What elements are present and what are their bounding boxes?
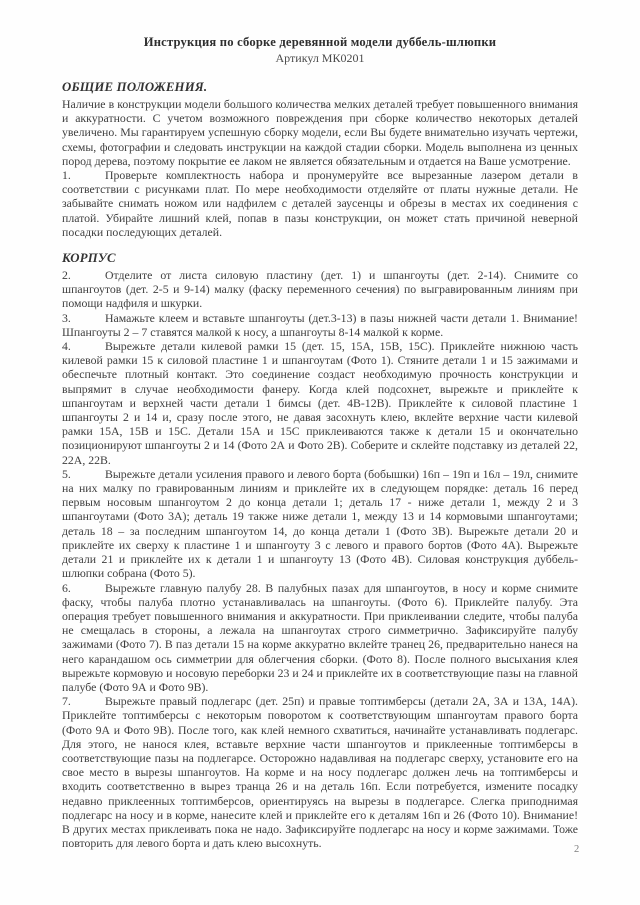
item-text: Вырежьте детали усиления правого и левого борта (бобышки) 16п – 19п и 16л – 19л, снимите на них малку по гравированным линиям и приклейте их в следующем порядке: деталь 16 перед первым носовым шпангоутом 2 до конца детали 1; деталь 17 - ниже детали 1, между 2 и 3 шпангоутами (Фото 3А); деталь 19 также ниже детали 1, между 13 и 14 кормовыми шпангоутами; деталь 18 – за последним шпангоутом 14, до конца детали 1 (Фото 3В). Вырежьте детали 20 и приклейте их сверху к пластине 1 и шпангоуту 3 с левого и правого бортов (Фото 4А). Вырежьте детали 21 и приклейте их к детали 1 и шпангоуту 13 (Фото 4В). Силовая конструкция дуббель-шлюпки собрана (Фото 5).	[62, 466, 578, 581]
instruction-item-6	[62, 581, 578, 695]
section-heading-general-provisions: ОБЩИЕ ПОЛОЖЕНИЯ.	[62, 80, 208, 94]
instruction-item-7	[62, 694, 578, 850]
item-number: 1.	[62, 168, 71, 183]
item-text: Вырежьте главную палубу 28. В палубных пазах для шпангоутов, в носу и корме снимите фаску, чтобы палуба плотно устанавливалась на шпангоуты. (Фото 6). Приклейте палубу. Эта операция требует повышенного внимания и аккуратности. При приклеивании следите, чтобы палуба не смещалась в стороны, а лежала на шпангоутах строго симметрично. Зафиксируйте палубу зажимами (Фото 7). В паз детали 15 на корме аккуратно вклейте транец 26, предварительно нанеся на него карандашом ось симметрии для облегчения сборки. (Фото 8). После полного высыхания клея вырежьте кормовую и носовую переборки 23 и 24 и приклейте их в соответствующие пазы на главной палубе (Фото 9А и Фото 9В).	[62, 580, 578, 694]
item-number: 6.	[62, 580, 71, 595]
item-number: 5.	[62, 466, 71, 481]
doc-title: Инструкция по сборке деревянной модели дуббель-шлюпки	[143, 35, 497, 49]
item-number: 4.	[62, 339, 71, 354]
item-number: 3.	[62, 310, 71, 325]
doc-subtitle: Артикул МК0201	[275, 51, 365, 65]
instruction-item-5	[62, 467, 578, 581]
instruction-item-1	[62, 168, 578, 239]
section-heading-korpus: КОРПУС	[62, 251, 116, 266]
instruction-item-4	[62, 339, 578, 467]
instruction-item-3	[62, 311, 578, 339]
item-text: Проверьте комплектность набора и пронумеруйте все вырезанные лазером детали в соответствии с рисунками плат. По мере необходимости отделяйте от платы нужные детали. Не забывайте снимать ножом или надфилем с деталей заусенцы и обрезы в местах их соединения с платой. Убирайте лишний клей, попав в пазы конструкции, он может стать причиной неверной посадки последующих деталей.	[62, 168, 578, 239]
item-text: Вырежьте правый подлегарс (дет. 25п) и правые топтимберсы (детали 2А, 3А и 13А, 14А). Приклейте топтимберсы с некоторым поворотом к соответствующим шпангоутам правого борта (Фото 9А и Фото 9В). После того, как клей немного схватиться, начинайте устанавливать подлегарс. Для этого, не нанося клея, вставьте верхние части шпангоутов и приклеенные топтимберсы в соответствующие пазы на подлегарсе. Осторожно надавливая на подлегарс сверху, установите его на свое место в вырезы шпангоутов. На корме и на носу подлегарс должен лечь на топтимберсы и входить соответственно в вырез транца 26 и на деталь 16п. Если потребуется, измените посадку недавно приклеенных топтимберсов, ориентируясь на вырезы в подлегарсе. Слегка приподнимая подлегарс на носу и в корме, нанесите клей и приклейте его к деталям 16п и 26 (Фото 10). Внимание! В других местах приклеивать пока не надо. Зафиксируйте подлегарс на носу и корме зажимами. Тоже повторить для левого борта и дать клею высохнуть.	[62, 694, 578, 851]
item-number: 2.	[62, 268, 71, 283]
instruction-item-2	[62, 268, 578, 311]
page-number: 2	[574, 844, 580, 855]
item-text: Намажьте клеем и вставьте шпангоуты (дет.3-13) в пазы нижней части детали 1. Внимание! Шпангоуты 2 – 7 ставятся малкой к носу, а шпангоуты 8-14 малкой к корме.	[62, 310, 578, 339]
item-text: Отделите от листа силовую пластину (дет. 1) и шпангоуты (дет. 2-14). Снимите со шпангоутов (дет. 2-5 и 9-14) малку (фаску переменного сечения) по выгравированным линиям при помощи надфиля и шкурки.	[62, 268, 578, 311]
item-text: Вырежьте детали килевой рамки 15 (дет. 15, 15А, 15В, 15С). Приклейте нижнюю часть килевой рамки 15 к силовой пластине 1 и шпангоутам (Фото 1). Стяните детали 1 и 15 зажимами и обеспечьте плотный контакт. Это соединение создаст необходимую прочность конструкции и выпрямит в случае необходимости фанеру. Когда клей подсохнет, вырежьте и приклейте к шпангоутам и верхней части детали 1 бимсы (дет. 4В-12В). Приклейте к силовой пластине 1 шпангоуты 2 и 14 и, сразу после этого, не давая засохнуть клею, вклейте верхние части килевой рамки 15А, 15В и 15С. Детали 15А и 15С приклеиваются также к детали 15 и окончательно позиционируют шпангоуты 2 и 14 (Фото 2А и Фото 2В). Соберите и склейте подставку из деталей 22, 22А, 22В.	[62, 339, 578, 467]
paragraph-general-intro: Наличие в конструкции модели большого количества мелких деталей требует повышенного внимания и аккуратности. С учетом возможного повреждения при сборке количество некоторых деталей увеличено. Мы гарантируем успешную сборку модели, если Вы будете внимательно изучать чертежи, схемы, фотографии и следовать инструкции на каждой стадии сборки. Модель выполнена из ценных пород дерева, поэтому покрытие ее лаком не является обязательным и отдается на Ваше усмотрение.	[62, 97, 578, 168]
item-number: 7.	[62, 694, 71, 709]
